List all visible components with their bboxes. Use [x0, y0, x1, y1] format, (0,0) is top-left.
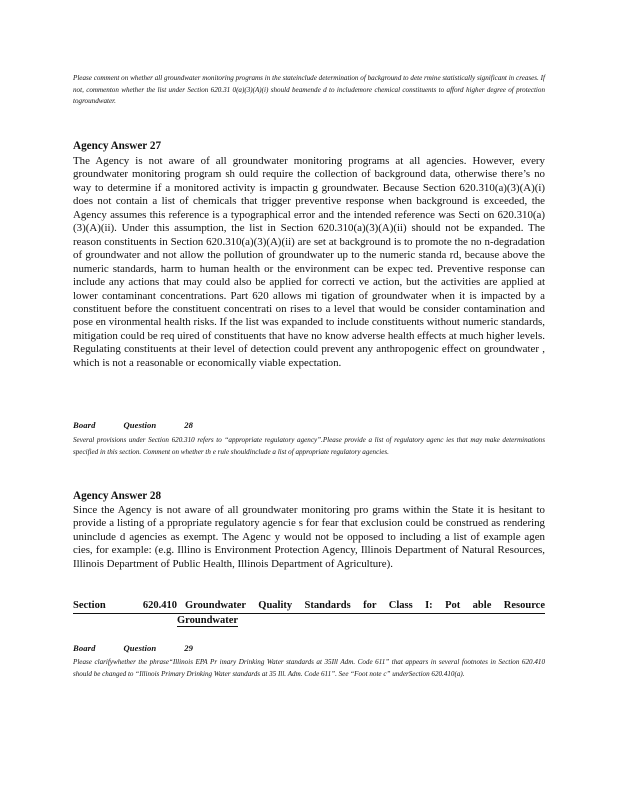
- section-title-line1: Groundwater Quality Standards for Class I: Pot able Resource: [185, 600, 545, 611]
- section-heading: [73, 598, 545, 628]
- section-title-line2: Groundwater: [177, 615, 239, 626]
- question-28-heading: [73, 420, 545, 432]
- question-29-label: Board: [73, 643, 96, 653]
- question-29-word: Question: [123, 643, 157, 653]
- question-29-number: 29: [184, 643, 194, 653]
- question-28-word: Question: [123, 420, 157, 430]
- answer-27-text: The Agency is not aware of all groundwater monitoring programs at all agencies. However, every groundwater monitoring program sh ould require the collection of background data, otherwise there’s no way to determine if a monitored activity is impactin g groundwater. Because Section 620.310(a)(3)(A)(i) does not contain a list of chemicals that trigger preventive response when background is exceeded, the Agency assumes this reference is a typographical error and the intended reference was Secti on 620.310(a)(3)(A)(ii). Under this assumption, the list in Section 620.310(a)(3)(A)(ii) should not be expanded. The reason constituents in Section 620.310(a)(3)(A)(ii) are set at background is to promote the no n-degradation of groundwater and not allow the pollution of groundwater up to the numeric standa rd, because above the numeric standards, harm to human health or the environment can be expec ted. Preventive response can include any actions that may could also be applied for correcti ve action, but the activities are applied at lower contaminant concentrations. Part 620 allows mi tigation of groundwater when it is impacted by a constituent before the constituent concentrati on rises to a level that would be consider contamination and pose en vironmental health risks. If the list was expanded to include constituents without numeric standards, mitigation could be req uired of constituents that have no know adverse health effects at much higher levels. Regulating constituents at their level of detection could prevent any anthropogenic effect on groundwater , which is not a reasonable or economically viable expectation.: [73, 155, 545, 369]
- section-number: 620.410: [142, 600, 177, 611]
- question-29-heading: [73, 643, 545, 655]
- answer-28-heading: Agency Answer 28: [73, 490, 162, 502]
- question-28-label: Board: [73, 420, 96, 430]
- question-29-text: Please clarifywhether the phrase“Illinois EPA Pr imary Drinking Water standards at 35Ill Adm. Code 611” that appears in several footnotes in Section 620.410 should be changed to “Illinois Primary Drinking Water standards at 35 Ill. Adm. Code 611”. See “Foot note c” underSection 620.410(a).: [73, 658, 545, 678]
- question-28-text: Several provisions under Section 620.310 refers to “appropriate regulatory agency”.Please provide a list of regulatory agenc ies that may make determinations specified in this section. Comment on whether th e rule shouldinclude a list of appropriate regulatory agencies.: [73, 436, 545, 456]
- intro-question-text: Please comment on whether all groundwater monitoring programs in the stateinclude determination of background to dete rmine statistically significant in creases. If not, commenton whether the list under Section 620.31 0(a)(3)(A)(i) should beamende d to includemore chemical constituents to afford higher degree of protection togroundwater.: [73, 74, 545, 106]
- section-underline: [73, 613, 545, 614]
- question-28-number: 28: [184, 420, 194, 430]
- answer-28-text: Since the Agency is not aware of all groundwater monitoring pro grams within the State it is hesitant to provide a listing of a ppropriate regulatory agencie s for fear that exclusion could be construed as rendering uninclude d agencies as exempt. The Agenc y would not be opposed to including a list of example agen cies, for example: (e.g. Illino is Environment Protection Agency, Illinois Department of Natural Resources, Illinois Department of Public Health, Illinois Department of Agriculture).: [73, 504, 545, 570]
- section-word: Section: [73, 600, 106, 611]
- answer-27-heading: Agency Answer 27: [73, 140, 162, 152]
